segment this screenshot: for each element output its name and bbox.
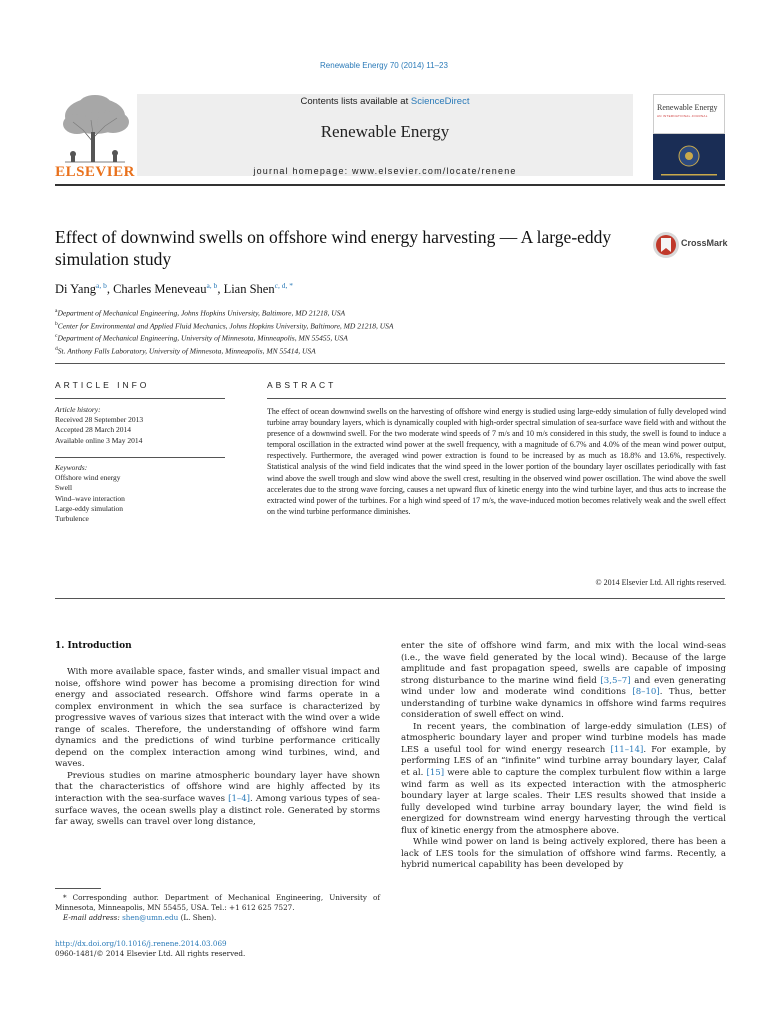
author-name[interactable]: Lian Shen	[223, 282, 275, 297]
affiliation-text: Department of Mechanical Engineering, University of Minnesota, Minneapolis, MN 55455, USA	[57, 333, 348, 343]
corresponding-author-footnote	[55, 893, 380, 923]
abstract-rule	[267, 398, 726, 399]
history-online: Available online 3 May 2014	[55, 435, 143, 445]
journal-cover-thumbnail[interactable]	[653, 94, 725, 180]
reference-link[interactable]: [15]	[426, 768, 445, 779]
affiliation-item	[55, 306, 555, 319]
email-line	[55, 913, 380, 923]
sciencedirect-link[interactable]: ScienceDirect	[410, 96, 470, 107]
keyword-item: Swell	[55, 483, 73, 493]
affiliation-item	[55, 331, 555, 344]
abstract-heading: ABSTRACT	[267, 380, 337, 390]
abstract-text: The effect of ocean downwind swells on the harvesting of offshore wind energy is studied using large-eddy simulation of fully developed wind turbine array boundary layers, which is dynamically coupled with high-order spectral simulation of sea-surface wave field with and without the presence of a downwind swell. For the two moderate wind speeds of 7 m/s and 10 m/s considered in this study, the swell is found to induce a temporal oscillation in the extracted wind power at the swell frequency, with a magnitude of 6.7% and 4.0% of the mean wind power output, respectively. Furthermore, the averaged wind power extraction is found to be increased by as much as 18.8% and 13.6%, respectively. Statistical analysis of the wind field indicates that the wind speed in the lower portion of the boundary layer oscillates periodically with fast wind above the swell trough and slow wind above the swell crest, resulting in the observed wind power oscillation. The wind above the swell accelerates due to the strong wave forcing, causes a net upward flux of kinetic energy into the wind turbine layer, and thus acts to increase the extracted wind power of the turbines. For a high wind speed of 17 m/s, the wave-induced motion becomes relatively weak and the swell effect on the wind turbine performance diminishes.	[267, 407, 726, 516]
affiliation-marker: b	[55, 320, 58, 327]
author-affiliation-marker[interactable]: a, b	[206, 281, 218, 290]
email-link[interactable]: shen@umn.edu	[122, 913, 179, 922]
keyword-item: Large-eddy simulation	[55, 503, 123, 513]
body-paragraph	[401, 641, 726, 722]
reference-link[interactable]: [1–4]	[228, 794, 251, 805]
keywords-block	[55, 463, 225, 524]
doi-block	[55, 939, 245, 959]
keywords-label: Keywords:	[55, 463, 88, 472]
body-text: In recent years, the combination of large-eddy simulation (LES) of atmospheric boundary layer and proper wind turbine models has made LES a useful tool for wind energy research	[401, 721, 726, 755]
history-received: Received 28 September 2013	[55, 415, 144, 425]
affiliation-marker: d	[55, 346, 58, 353]
email-suffix: (L. Shen).	[178, 913, 217, 922]
body-paragraph	[401, 837, 726, 872]
body-text: . Among various types of sea-surface waves, the ocean swells play a distinct role. Generated by storms far away, swells can travel over long distance,	[55, 794, 381, 828]
article-history	[55, 405, 225, 446]
body-text: While wind power on land is being actively explored, there has been a lack of LES tools for the simulation of offshore wind farms. Recently, a hybrid numerical capability has been developed by	[401, 837, 726, 871]
article-history-label: Article history:	[55, 405, 101, 414]
affiliation-item	[55, 319, 555, 332]
body-text: . Thus, better understanding of turbine wake dynamics in offshore wind farms requires consideration of swell effect on wind.	[401, 687, 726, 721]
cover-title: Renewable Energy	[657, 103, 718, 112]
crossmark-badge[interactable]	[652, 230, 732, 260]
history-accepted: Accepted 28 March 2014	[55, 425, 132, 435]
body-paragraph	[55, 771, 380, 829]
reference-link[interactable]: [3,5–7]	[600, 675, 631, 686]
abstract-end-rule	[55, 598, 725, 599]
body-text: and even generating wind under low and moderate wind conditions	[401, 675, 727, 698]
author-list	[55, 281, 293, 297]
affiliation-marker: a	[55, 308, 58, 314]
cover-subtitle: AN INTERNATIONAL JOURNAL	[657, 114, 708, 118]
author-name[interactable]: Charles Meneveau	[113, 282, 207, 297]
keyword-item: Offshore wind energy	[55, 473, 121, 483]
journal-homepage-link[interactable]: journal homepage: www.elsevier.com/locate/renene	[253, 166, 517, 176]
crossmark-label: CrossMark	[681, 238, 728, 248]
body-text: enter the site of offshore wind farm, and mix with the local wind-seas (i.e., the wave field generated by the local wind). Because of the large amplitude and fast propagation speed, swells are capable of imposing strong disturbance to the marine wind field	[401, 641, 726, 686]
author-affiliation-marker[interactable]: c, d, *	[274, 281, 293, 290]
crossmark-icon	[652, 230, 680, 260]
body-paragraph	[401, 722, 726, 837]
journal-header	[55, 92, 725, 181]
contents-prefix: Contents lists available at	[300, 96, 411, 107]
affiliation-divider	[55, 363, 725, 364]
elsevier-logo[interactable]	[55, 92, 135, 181]
journal-citation[interactable]: Renewable Energy 70 (2014) 11–23	[320, 61, 448, 70]
body-text: were able to capture the complex turbulent flow within a large wind farm as well as its expected interaction with the atmospheric boundary layer at large scales. Their LES results showed that inside a fully developed wind turbine array boundary layer, the wind field is energized for downstream wind energy harvesting through the vertical flux of kinetic energy from the atmosphere above.	[401, 768, 726, 836]
doi-link[interactable]: http://dx.doi.org/10.1016/j.renene.2014.03.069	[55, 939, 227, 948]
affiliation-text: Department of Mechanical Engineering, Johns Hopkins University, Baltimore, MD 21218, USA	[57, 308, 346, 318]
issn-copyright: 0960-1481/© 2014 Elsevier Ltd. All rights reserved.	[55, 949, 246, 958]
reference-link[interactable]: [8–10]	[632, 687, 660, 698]
article-title: Effect of downwind swells on offshore wind energy harvesting — A large-eddy simulation study	[55, 227, 612, 269]
article-info-rule	[55, 398, 225, 399]
affiliation-marker: c	[55, 333, 58, 340]
abstract-copyright: © 2014 Elsevier Ltd. All rights reserved.	[595, 578, 726, 587]
author-name[interactable]: Di Yang	[55, 282, 96, 297]
journal-title: Renewable Energy	[320, 122, 450, 141]
affiliation-item	[55, 344, 555, 357]
keyword-item: Wind–wave interaction	[55, 493, 125, 503]
intro-heading: 1. Introduction	[55, 641, 132, 651]
cover-top-panel	[653, 94, 725, 134]
footnote-rule	[55, 888, 101, 889]
author-affiliation-marker[interactable]: a, b	[96, 281, 107, 290]
affiliation-text: St. Anthony Falls Laboratory, University of Minnesota, Minneapolis, MN 55414, USA	[57, 346, 316, 356]
body-column-right	[401, 641, 726, 872]
body-column-left	[55, 667, 380, 829]
affiliation-text: Center for Environmental and Applied Fluid Mechanics, Johns Hopkins University, Baltimore, MD 21218, USA	[57, 321, 394, 331]
body-paragraph	[55, 667, 380, 771]
body-text: With more available space, faster winds, and smaller visual impact and noise, offshore wind power has become a promising direction for wind energy and associated research. Offshore wind farms operate in a complex environment in which the sea surface is characterized by progressive waves of various sizes that interact with the wind over a wide range of scales. Therefore, the understanding of offshore wind farm dynamics and the predictions of wind turbine performance critically depend on the complex interaction among wind turbines, wind, and waves.	[55, 667, 380, 770]
body-text: Previous studies on marine atmospheric boundary layer have shown that the characteristics of offshore wind are highly affected by its interaction with the sea-surface waves	[55, 770, 380, 805]
article-info-heading: ARTICLE INFO	[55, 380, 150, 390]
author-separator: ,	[217, 282, 224, 297]
keyword-item: Turbulence	[55, 514, 89, 524]
body-text: . For example, by performing LES of an “infinite” wind turbine array boundary layer, Calaf et al.	[401, 744, 726, 779]
affiliation-list	[55, 306, 555, 357]
contents-line	[137, 96, 633, 107]
reference-link[interactable]: [11–14]	[610, 744, 644, 755]
email-label: E-mail address:	[63, 913, 123, 922]
header-divider	[55, 184, 725, 186]
journal-masthead	[137, 94, 633, 176]
corresponding-author-text: * Corresponding author. Department of Mechanical Engineering, University of Minnesota, Minneapolis, MN 55455, USA. Tel.: +1 612 625 7527.	[55, 893, 380, 912]
keywords-rule	[55, 457, 225, 458]
elsevier-tree-icon	[55, 92, 135, 164]
cover-emblem-icon	[653, 134, 725, 180]
publisher-name: ELSEVIER	[55, 164, 135, 180]
author-separator: ,	[106, 282, 114, 297]
